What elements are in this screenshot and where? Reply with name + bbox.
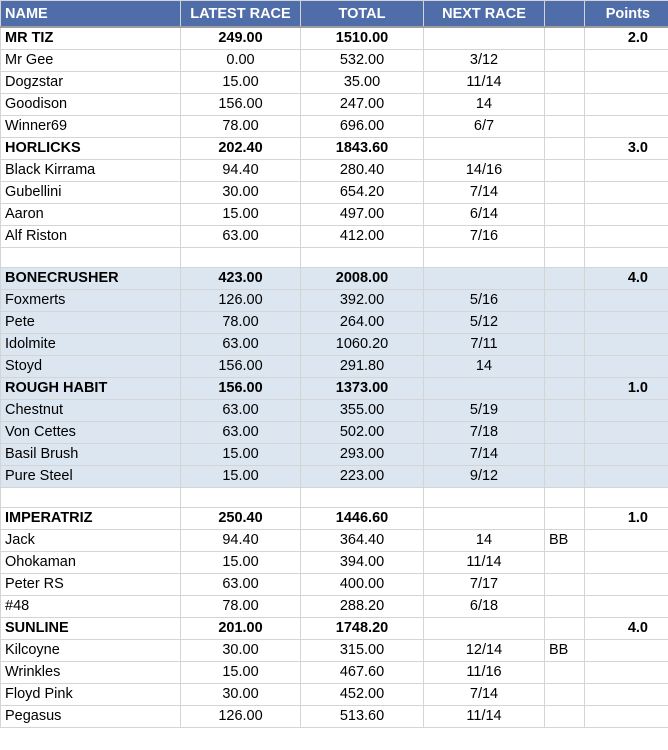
cell-extra bbox=[545, 49, 585, 71]
cell-total: 1748.20 bbox=[301, 617, 424, 639]
empty-cell bbox=[585, 247, 668, 267]
cell-points bbox=[585, 465, 668, 487]
cell-total: 467.60 bbox=[301, 661, 424, 683]
cell-next-race bbox=[424, 377, 545, 399]
cell-extra bbox=[545, 137, 585, 159]
cell-extra bbox=[545, 465, 585, 487]
team-row bbox=[1, 267, 668, 289]
cell-points bbox=[585, 71, 668, 93]
cell-points: 4.0 bbox=[585, 617, 668, 639]
cell-name: ROUGH HABIT bbox=[1, 377, 181, 399]
cell-total: 532.00 bbox=[301, 49, 424, 71]
cell-next-race bbox=[424, 617, 545, 639]
cell-name: Floyd Pink bbox=[1, 683, 181, 705]
cell-points bbox=[585, 661, 668, 683]
cell-extra bbox=[545, 683, 585, 705]
cell-extra bbox=[545, 421, 585, 443]
header-name: NAME bbox=[1, 1, 181, 28]
cell-extra bbox=[545, 267, 585, 289]
empty-cell bbox=[585, 487, 668, 507]
cell-latest-race: 94.40 bbox=[181, 529, 301, 551]
empty-cell bbox=[1, 487, 181, 507]
cell-total: 264.00 bbox=[301, 311, 424, 333]
cell-extra bbox=[545, 551, 585, 573]
cell-latest-race: 30.00 bbox=[181, 639, 301, 661]
cell-points bbox=[585, 443, 668, 465]
cell-points bbox=[585, 683, 668, 705]
cell-name: Dogzstar bbox=[1, 71, 181, 93]
cell-extra bbox=[545, 203, 585, 225]
cell-next-race: 11/16 bbox=[424, 661, 545, 683]
cell-total: 502.00 bbox=[301, 421, 424, 443]
player-row bbox=[1, 421, 668, 443]
cell-total: 364.40 bbox=[301, 529, 424, 551]
cell-name: Gubellini bbox=[1, 181, 181, 203]
team-row bbox=[1, 507, 668, 529]
spacer-row bbox=[1, 487, 668, 507]
cell-points bbox=[585, 115, 668, 137]
cell-next-race: 7/14 bbox=[424, 683, 545, 705]
cell-extra bbox=[545, 399, 585, 421]
cell-next-race: 5/12 bbox=[424, 311, 545, 333]
cell-total: 696.00 bbox=[301, 115, 424, 137]
cell-name: Aaron bbox=[1, 203, 181, 225]
cell-total: 497.00 bbox=[301, 203, 424, 225]
cell-extra bbox=[545, 705, 585, 727]
cell-name: Basil Brush bbox=[1, 443, 181, 465]
cell-next-race: 5/19 bbox=[424, 399, 545, 421]
cell-latest-race: 202.40 bbox=[181, 137, 301, 159]
cell-latest-race: 423.00 bbox=[181, 267, 301, 289]
cell-points bbox=[585, 639, 668, 661]
cell-extra bbox=[545, 115, 585, 137]
player-row bbox=[1, 595, 668, 617]
cell-total: 355.00 bbox=[301, 399, 424, 421]
cell-extra bbox=[545, 225, 585, 247]
cell-latest-race: 15.00 bbox=[181, 551, 301, 573]
cell-extra bbox=[545, 159, 585, 181]
cell-name: Pegasus bbox=[1, 705, 181, 727]
cell-total: 1446.60 bbox=[301, 507, 424, 529]
player-row bbox=[1, 705, 668, 727]
cell-next-race: 7/14 bbox=[424, 443, 545, 465]
cell-next-race: 3/12 bbox=[424, 49, 545, 71]
player-row bbox=[1, 311, 668, 333]
cell-latest-race: 0.00 bbox=[181, 49, 301, 71]
cell-points bbox=[585, 595, 668, 617]
player-row bbox=[1, 203, 668, 225]
cell-name: Mr Gee bbox=[1, 49, 181, 71]
cell-next-race: 7/14 bbox=[424, 181, 545, 203]
cell-next-race bbox=[424, 267, 545, 289]
cell-total: 315.00 bbox=[301, 639, 424, 661]
player-row bbox=[1, 289, 668, 311]
cell-latest-race: 63.00 bbox=[181, 225, 301, 247]
cell-total: 452.00 bbox=[301, 683, 424, 705]
cell-name: Chestnut bbox=[1, 399, 181, 421]
cell-name: Von Cettes bbox=[1, 421, 181, 443]
player-row bbox=[1, 333, 668, 355]
cell-latest-race: 63.00 bbox=[181, 333, 301, 355]
empty-cell bbox=[1, 247, 181, 267]
cell-name: BONECRUSHER bbox=[1, 267, 181, 289]
cell-extra bbox=[545, 573, 585, 595]
cell-next-race: 6/14 bbox=[424, 203, 545, 225]
cell-next-race: 7/16 bbox=[424, 225, 545, 247]
cell-total: 1373.00 bbox=[301, 377, 424, 399]
team-row bbox=[1, 617, 668, 639]
cell-points bbox=[585, 225, 668, 247]
cell-total: 392.00 bbox=[301, 289, 424, 311]
cell-latest-race: 78.00 bbox=[181, 595, 301, 617]
cell-total: 412.00 bbox=[301, 225, 424, 247]
cell-latest-race: 15.00 bbox=[181, 71, 301, 93]
cell-next-race: 7/17 bbox=[424, 573, 545, 595]
cell-latest-race: 156.00 bbox=[181, 93, 301, 115]
spacer-row bbox=[1, 247, 668, 267]
cell-name: HORLICKS bbox=[1, 137, 181, 159]
cell-extra bbox=[545, 617, 585, 639]
empty-cell bbox=[424, 487, 545, 507]
cell-total: 291.80 bbox=[301, 355, 424, 377]
player-row bbox=[1, 115, 668, 137]
cell-latest-race: 126.00 bbox=[181, 289, 301, 311]
cell-latest-race: 63.00 bbox=[181, 421, 301, 443]
cell-latest-race: 15.00 bbox=[181, 203, 301, 225]
cell-points bbox=[585, 181, 668, 203]
cell-total: 35.00 bbox=[301, 71, 424, 93]
header-latest-race: LATEST RACE bbox=[181, 1, 301, 28]
cell-extra bbox=[545, 595, 585, 617]
cell-next-race: 11/14 bbox=[424, 551, 545, 573]
cell-total: 654.20 bbox=[301, 181, 424, 203]
cell-name: Alf Riston bbox=[1, 225, 181, 247]
cell-total: 513.60 bbox=[301, 705, 424, 727]
player-row bbox=[1, 159, 668, 181]
player-row bbox=[1, 355, 668, 377]
cell-total: 2008.00 bbox=[301, 267, 424, 289]
cell-points: 1.0 bbox=[585, 377, 668, 399]
cell-next-race: 6/18 bbox=[424, 595, 545, 617]
cell-points bbox=[585, 573, 668, 595]
player-row bbox=[1, 181, 668, 203]
header-total: TOTAL bbox=[301, 1, 424, 28]
table-header bbox=[1, 1, 668, 28]
cell-points bbox=[585, 705, 668, 727]
cell-points bbox=[585, 203, 668, 225]
table-body bbox=[1, 27, 668, 727]
cell-extra bbox=[545, 289, 585, 311]
cell-extra bbox=[545, 93, 585, 115]
cell-next-race: 7/18 bbox=[424, 421, 545, 443]
player-row bbox=[1, 551, 668, 573]
cell-latest-race: 15.00 bbox=[181, 465, 301, 487]
cell-next-race: 14 bbox=[424, 529, 545, 551]
cell-latest-race: 201.00 bbox=[181, 617, 301, 639]
empty-cell bbox=[545, 247, 585, 267]
player-row bbox=[1, 639, 668, 661]
cell-points bbox=[585, 355, 668, 377]
cell-name: IMPERATRIZ bbox=[1, 507, 181, 529]
empty-cell bbox=[424, 247, 545, 267]
cell-extra bbox=[545, 661, 585, 683]
player-row bbox=[1, 573, 668, 595]
cell-extra bbox=[545, 71, 585, 93]
player-row bbox=[1, 93, 668, 115]
cell-extra: BB bbox=[545, 639, 585, 661]
empty-cell bbox=[301, 487, 424, 507]
cell-name: Stoyd bbox=[1, 355, 181, 377]
cell-name: Peter RS bbox=[1, 573, 181, 595]
cell-next-race: 14/16 bbox=[424, 159, 545, 181]
player-row bbox=[1, 683, 668, 705]
cell-name: Foxmerts bbox=[1, 289, 181, 311]
cell-next-race: 5/16 bbox=[424, 289, 545, 311]
cell-points: 1.0 bbox=[585, 507, 668, 529]
cell-total: 1510.00 bbox=[301, 27, 424, 49]
cell-next-race: 6/7 bbox=[424, 115, 545, 137]
header-row bbox=[1, 1, 668, 28]
cell-points bbox=[585, 421, 668, 443]
cell-latest-race: 78.00 bbox=[181, 311, 301, 333]
cell-next-race: 12/14 bbox=[424, 639, 545, 661]
cell-next-race: 9/12 bbox=[424, 465, 545, 487]
cell-latest-race: 156.00 bbox=[181, 377, 301, 399]
cell-name: MR TIZ bbox=[1, 27, 181, 49]
cell-extra bbox=[545, 507, 585, 529]
cell-total: 394.00 bbox=[301, 551, 424, 573]
cell-name: Jack bbox=[1, 529, 181, 551]
cell-points bbox=[585, 93, 668, 115]
player-row bbox=[1, 465, 668, 487]
header-points: Points bbox=[585, 1, 668, 28]
cell-points bbox=[585, 333, 668, 355]
cell-points bbox=[585, 289, 668, 311]
cell-points bbox=[585, 529, 668, 551]
cell-next-race bbox=[424, 137, 545, 159]
cell-name: Idolmite bbox=[1, 333, 181, 355]
player-row bbox=[1, 661, 668, 683]
cell-latest-race: 78.00 bbox=[181, 115, 301, 137]
header-extra bbox=[545, 1, 585, 28]
cell-name: Goodison bbox=[1, 93, 181, 115]
cell-name: #48 bbox=[1, 595, 181, 617]
cell-points: 3.0 bbox=[585, 137, 668, 159]
cell-points bbox=[585, 49, 668, 71]
cell-latest-race: 250.40 bbox=[181, 507, 301, 529]
cell-total: 1060.20 bbox=[301, 333, 424, 355]
cell-latest-race: 63.00 bbox=[181, 399, 301, 421]
empty-cell bbox=[301, 247, 424, 267]
cell-next-race bbox=[424, 27, 545, 49]
player-row bbox=[1, 443, 668, 465]
cell-name: SUNLINE bbox=[1, 617, 181, 639]
cell-name: Ohokaman bbox=[1, 551, 181, 573]
cell-next-race: 14 bbox=[424, 93, 545, 115]
team-row bbox=[1, 27, 668, 49]
player-row bbox=[1, 225, 668, 247]
cell-total: 293.00 bbox=[301, 443, 424, 465]
cell-name: Kilcoyne bbox=[1, 639, 181, 661]
player-row bbox=[1, 71, 668, 93]
cell-points bbox=[585, 159, 668, 181]
cell-next-race: 14 bbox=[424, 355, 545, 377]
player-row bbox=[1, 399, 668, 421]
cell-extra bbox=[545, 311, 585, 333]
cell-total: 400.00 bbox=[301, 573, 424, 595]
cell-next-race: 7/11 bbox=[424, 333, 545, 355]
team-row bbox=[1, 137, 668, 159]
cell-latest-race: 94.40 bbox=[181, 159, 301, 181]
cell-latest-race: 156.00 bbox=[181, 355, 301, 377]
cell-extra bbox=[545, 27, 585, 49]
cell-name: Pure Steel bbox=[1, 465, 181, 487]
cell-next-race: 11/14 bbox=[424, 705, 545, 727]
cell-total: 280.40 bbox=[301, 159, 424, 181]
cell-name: Wrinkles bbox=[1, 661, 181, 683]
cell-name: Pete bbox=[1, 311, 181, 333]
cell-total: 223.00 bbox=[301, 465, 424, 487]
cell-points bbox=[585, 311, 668, 333]
cell-next-race bbox=[424, 507, 545, 529]
cell-extra: BB bbox=[545, 529, 585, 551]
cell-next-race: 11/14 bbox=[424, 71, 545, 93]
cell-points: 2.0 bbox=[585, 27, 668, 49]
player-row bbox=[1, 529, 668, 551]
empty-cell bbox=[545, 487, 585, 507]
cell-extra bbox=[545, 333, 585, 355]
cell-points: 4.0 bbox=[585, 267, 668, 289]
empty-cell bbox=[181, 247, 301, 267]
cell-latest-race: 15.00 bbox=[181, 661, 301, 683]
cell-extra bbox=[545, 377, 585, 399]
cell-latest-race: 30.00 bbox=[181, 683, 301, 705]
cell-latest-race: 126.00 bbox=[181, 705, 301, 727]
cell-latest-race: 249.00 bbox=[181, 27, 301, 49]
player-row bbox=[1, 49, 668, 71]
cell-latest-race: 30.00 bbox=[181, 181, 301, 203]
cell-total: 247.00 bbox=[301, 93, 424, 115]
cell-total: 288.20 bbox=[301, 595, 424, 617]
cell-extra bbox=[545, 181, 585, 203]
cell-extra bbox=[545, 355, 585, 377]
cell-points bbox=[585, 399, 668, 421]
cell-extra bbox=[545, 443, 585, 465]
cell-points bbox=[585, 551, 668, 573]
cell-latest-race: 15.00 bbox=[181, 443, 301, 465]
cell-latest-race: 63.00 bbox=[181, 573, 301, 595]
cell-total: 1843.60 bbox=[301, 137, 424, 159]
header-next-race: NEXT RACE bbox=[424, 1, 545, 28]
empty-cell bbox=[181, 487, 301, 507]
cell-name: Winner69 bbox=[1, 115, 181, 137]
team-row bbox=[1, 377, 668, 399]
cell-name: Black Kirrama bbox=[1, 159, 181, 181]
